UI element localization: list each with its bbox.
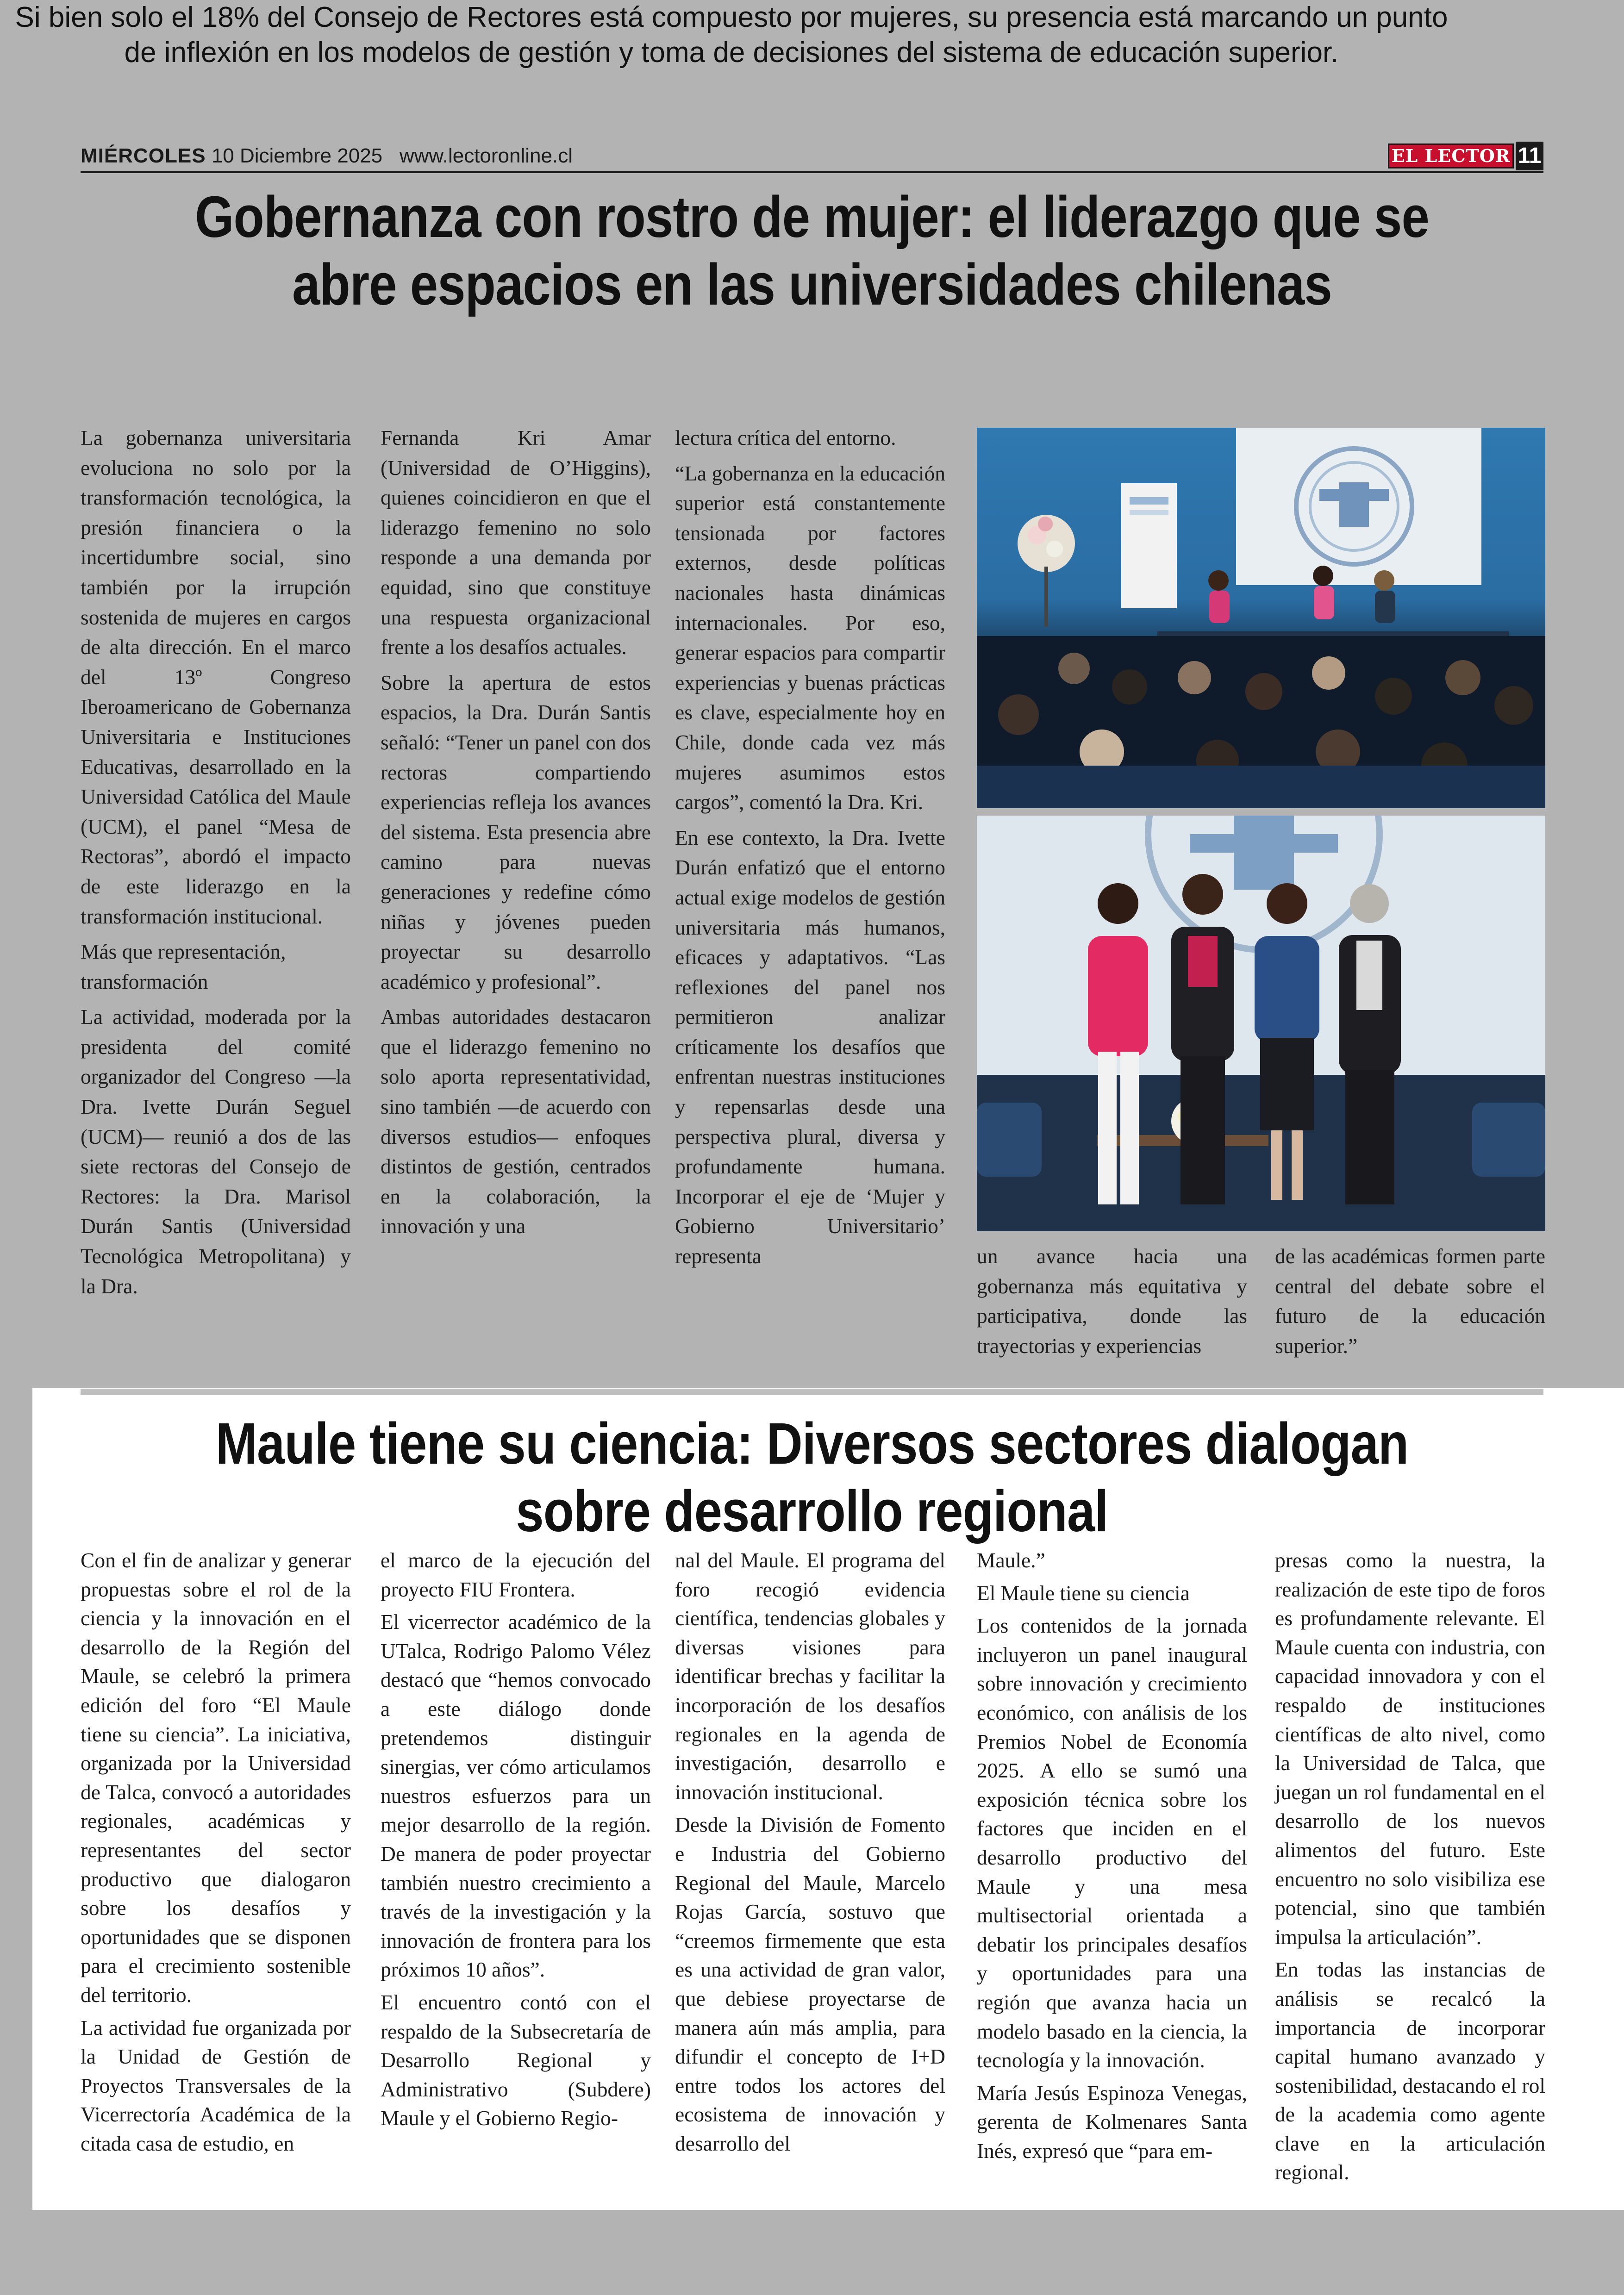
article2-column-4	[977, 1546, 1247, 2169]
article1-title: Gobernanza con rostro de mujer: el liderazgo que se abre espacios en las universidades chilenas	[195, 184, 1429, 318]
page-header	[81, 142, 1543, 172]
article1-paragraph: La actividad, moderada por la presidenta del comité organizador del Congreso —la Dra. Ivette Durán Seguel (UCM)— reunió a dos de las siete rectoras del Consejo de Rectores: la Dra. Marisol Durán Santis (Universidad Tecnológica Metropolitana) y la Dra.	[81, 1005, 351, 1298]
article2-paragraph: Desde la División de Fomento e Industria del Gobierno Regional del Maule, Marcelo Rojas García, sostuvo que “creemos firmemente que esta es una actividad de gran valor, que debiese proyectarse de manera aún más amplia, para difundir el concepto de I+D entre todos los actores del ecosistema de innovación y desarrollo del	[675, 1813, 945, 2155]
article2-title: Maule tiene su ciencia: Diversos sectores dialogan sobre desarrollo regional	[215, 1411, 1409, 1544]
article2-paragraph: El vicerrector académico de la UTalca, Rodrigo Palomo Vélez destacó que “hemos convocado a este diálogo donde pretendemos distinguir sinergias, ver cómo articulamos nuestros esfuerzos para un mejor desarrollo de la región. De manera de poder proyectar también nuestro crecimiento a través de la investigación y la innovación de frontera para los próximos 10 años”.	[381, 1610, 651, 1982]
article1-column-1	[81, 423, 351, 1307]
article1-paragraph: de las académicas formen parte central del debate sobre el futuro de la educación superior.”	[1275, 1244, 1545, 1358]
article2-column-1	[81, 1546, 351, 2162]
header-dateline	[81, 144, 573, 168]
header-url[interactable]: www.lectoronline.cl	[399, 144, 573, 167]
article2-column-5	[1275, 1546, 1545, 2191]
newspaper-logo: EL LECTOR	[1388, 143, 1514, 168]
article1-column-3	[675, 423, 945, 1277]
article2-column-2	[381, 1546, 651, 2137]
header-date: 10 Diciembre 2025	[211, 144, 383, 167]
panel-stage-illustration	[977, 428, 1545, 808]
article1-paragraph: un avance hacia una gobernanza más equitativa y participativa, donde las trayectorias y experiencias	[977, 1244, 1247, 1358]
panel-stage-photo	[977, 428, 1545, 808]
article1-paragraph: Sobre la apertura de estos espacios, la Dra. Durán Santis señaló: “Tener un panel con dos rectoras compartiendo experiencias refleja los avances del sistema. Esta presencia abre camino para nuevas generaciones y redefine cómo niñas y jóvenes pueden proyectar su desarrollo académico y profesional”.	[381, 670, 651, 993]
article1-column-2	[381, 423, 651, 1247]
article2-paragraph: El encuentro contó con el respaldo de la Subsecretaría de Desarrollo Regional y Administrativo (Subdere) Maule y el Gobierno Regio-	[381, 1990, 651, 2130]
article-divider	[81, 1389, 1543, 1395]
page-number: 11	[1516, 142, 1543, 170]
article2-paragraph: La actividad fue organizada por la Unidad de Gestión de Proyectos Transversales de la Vicerrectoría Académica de la citada casa de estudio, en	[81, 2015, 351, 2155]
article1-column-5	[1275, 1241, 1545, 1366]
header-divider	[81, 171, 1543, 173]
article2-paragraph: presas como la nuestra, la realización de este tipo de foros es profundamente relevante. El Maule cuenta con industria, con capacidad innovadora y con el respaldo de instituciones científicas de alto nivel, como la Universidad de Talca, que juegan un rol fundamental en el desarrollo de los nuevos alimentos del futuro. Este encuentro no solo visibiliza ese potencial, sino que también impulsa la articulación”.	[1275, 1548, 1545, 1949]
article1-paragraph: “La gobernanza en la educación superior está constantemente tensionada por factores externos, desde políticas nacionales hasta dinámicas internacionales. Por eso, generar espacios para compartir experiencias y buenas prácticas es clave, especialmente hoy en Chile, donde cada vez más mujeres asumimos estos cargos”, comentó la Dra. Kri.	[675, 461, 945, 814]
rectoras-group-photo	[977, 816, 1545, 1231]
article1-paragraph: Ambas autoridades destacaron que el liderazgo femenino no solo aporta representatividad, sino también —de acuerdo con diversos estudios— enfoques distintos de gestión, centrados en la colaboración, la innovación y una	[381, 1005, 651, 1238]
article2-paragraph: el marco de la ejecución del proyecto FIU Frontera.	[381, 1548, 651, 1601]
article1-deck: Si bien solo el 18% del Consejo de Rectores está compuesto por mujeres, su presencia está marcando un punto de inflexión en los modelos de gestión y toma de decisiones del sistema de educación superior.	[15, 1, 1448, 69]
article1-paragraph: La gobernanza universitaria evoluciona no solo por la transformación tecnológica, la presión financiera o la incertidumbre social, sino también por la irrupción sostenida de mujeres en cargos de alta dirección. En el marco del 13º Congreso Iberoamericano de Gobernanza Universitaria e Instituciones Educativas, desarrollado en la Universidad Católica del Maule (UCM), el panel “Mesa de Rectoras”, abordó el impacto de este liderazgo en la transformación institucional.	[81, 426, 351, 928]
article2-paragraph: nal del Maule. El programa del foro recogió evidencia científica, tendencias globales y diversas visiones para identificar brechas y facilitar la incorporación de los desafíos regionales en la agenda de investigación, desarrollo e innovación institucional.	[675, 1548, 945, 1804]
header-weekday: MIÉRCOLES	[81, 144, 206, 167]
article2-subheading: El Maule tiene su ciencia	[977, 1581, 1190, 1605]
article1-subheading: Más que representación, transformación	[81, 940, 286, 993]
article2-paragraph: Maule.”	[977, 1548, 1045, 1572]
rectoras-group-illustration	[977, 816, 1545, 1231]
article1-paragraph: Fernanda Kri Amar (Universidad de O’Higgins), quienes coincidieron en que el liderazgo femenino no solo responde a una demanda por equidad, sino que constituye una respuesta organizacional frente a los desafíos actuales.	[381, 426, 651, 659]
article2-paragraph: María Jesús Espinoza Venegas, gerenta de Kolmenares Santa Inés, expresó que “para em-	[977, 2081, 1247, 2163]
article2-column-3	[675, 1546, 945, 2162]
article1-paragraph: lectura crítica del entorno.	[675, 426, 896, 449]
article2-paragraph: Los contenidos de la jornada incluyeron un panel inaugural sobre innovación y crecimiento económico, con análisis de los Premios Nobel de Economía 2025. A ello se sumó una exposición técnica sobre los factores que inciden en el desarrollo productivo del Maule y una mesa multisectorial orientada a debatir los principales desafíos y oportunidades para una región que avanza hacia un modelo basado en la ciencia, la tecnología y la innovación.	[977, 1614, 1247, 2072]
article2-paragraph: En todas las instancias de análisis se recalcó la importancia de incorporar capital humano avanzado y sostenibilidad, destacando el rol de la academia como agente clave en la articulación regional.	[1275, 1958, 1545, 2184]
article1-paragraph: En ese contexto, la Dra. Ivette Durán enfatizó que el entorno actual exige modelos de gestión universitaria más humanos, eficaces y adaptativos. “Las reflexiones del panel nos permitieron analizar críticamente los desafíos que enfrentan nuestras instituciones y repensarlas desde una perspectiva plural, diversa y profundamente humana. Incorporar el eje de ‘Mujer y Gobierno Universitario’ representa	[675, 825, 945, 1268]
article1-column-4	[977, 1241, 1247, 1366]
article2-paragraph: Con el fin de analizar y generar propuestas sobre el rol de la ciencia y la innovación en el desarrollo de la Región del Maule, se celebró la primera edición del foro “El Maule tiene su ciencia”. La iniciativa, organizada por la Universidad de Talca, convocó a autoridades regionales, académicas y representantes del sector productivo que dialogaron sobre los desafíos y oportunidades que se disponen para el crecimiento sostenible del territorio.	[81, 1548, 351, 2007]
